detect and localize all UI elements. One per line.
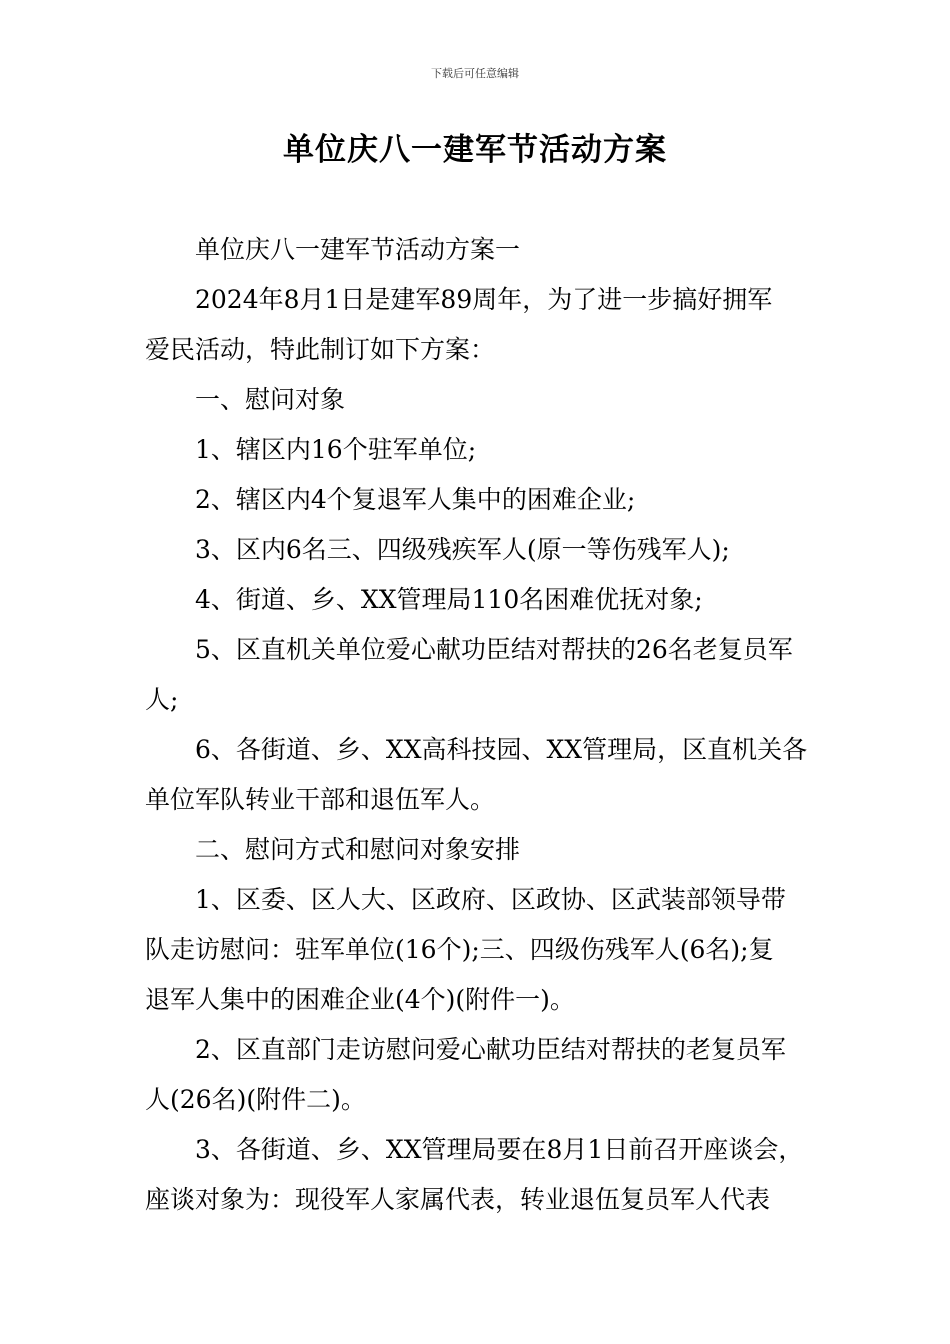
paragraph-line: 一、慰问对象 xyxy=(195,385,346,414)
paragraph-line: 二、慰问方式和慰问对象安排 xyxy=(195,835,521,864)
paragraph-line: 人; xyxy=(145,685,179,714)
paragraph-line: 单位庆八一建军节活动方案一 xyxy=(195,235,521,264)
header-note: 下载后可任意编辑 xyxy=(431,67,519,80)
paragraph-line: 座谈对象为：现役军人家属代表，转业退伍复员军人代表 xyxy=(145,1185,771,1214)
paragraph-line: 2、辖区内4个复退军人集中的困难企业; xyxy=(195,485,636,514)
document-body xyxy=(145,225,810,1225)
paragraph-line: 5、区直机关单位爱心献功臣结对帮扶的26名老复员军 xyxy=(195,635,793,664)
paragraph-line: 2024年8月1日是建军89周年，为了进一步搞好拥军 xyxy=(195,285,773,314)
paragraph-line: 3、区内6名三、四级残疾军人(原一等伤残军人); xyxy=(195,535,730,564)
paragraph-line: 1、辖区内16个驻军单位; xyxy=(195,435,477,464)
paragraph-line: 6、各街道、乡、XX高科技园、XX管理局，区直机关各 xyxy=(195,735,808,764)
document-title: 单位庆八一建军节活动方案 xyxy=(283,132,667,168)
paragraph-line: 4、街道、乡、XX管理局110名困难优抚对象; xyxy=(195,585,703,614)
paragraph-line: 队走访慰问：驻军单位(16个);三、四级伤残军人(6名);复 xyxy=(145,935,774,964)
paragraph-line: 3、各街道、乡、XX管理局要在8月1日前召开座谈会， xyxy=(195,1135,804,1164)
paragraph-line: 人(26名)(附件二)。 xyxy=(145,1085,366,1114)
paragraph-line: 爱民活动，特此制订如下方案： xyxy=(145,335,496,364)
paragraph-line: 退军人集中的困难企业(4个)(附件一)。 xyxy=(145,985,575,1014)
paragraph-line: 单位军队转业干部和退伍军人。 xyxy=(145,785,496,814)
paragraph-line: 2、区直部门走访慰问爱心献功臣结对帮扶的老复员军 xyxy=(195,1035,786,1064)
paragraph-line: 1、区委、区人大、区政府、区政协、区武装部领导带 xyxy=(195,885,786,914)
